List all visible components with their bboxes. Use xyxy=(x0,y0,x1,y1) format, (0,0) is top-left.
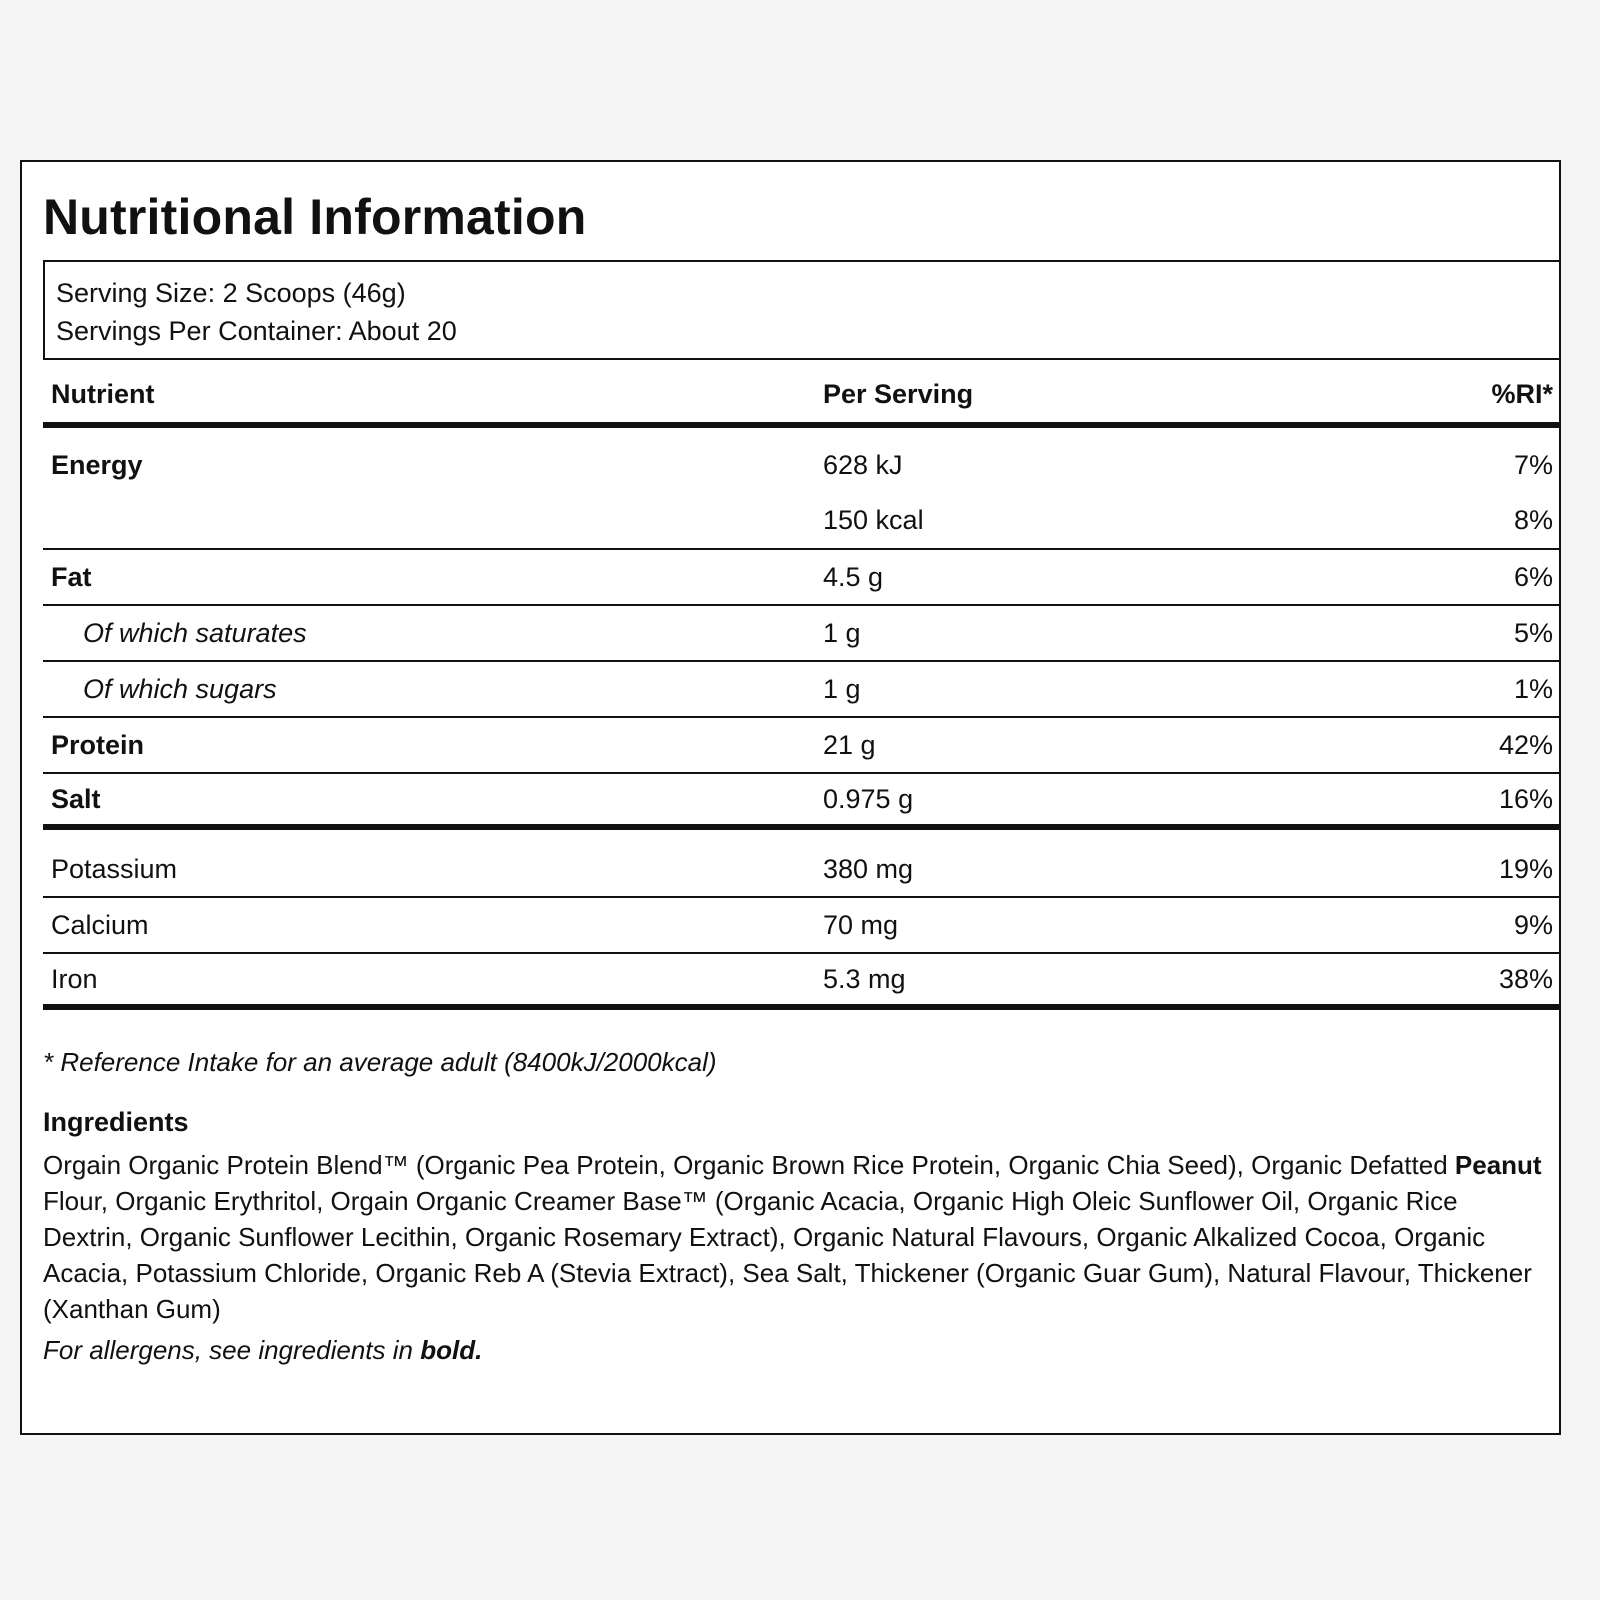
servings-per-container: Servings Per Container: About 20 xyxy=(56,316,457,346)
nutrient-name: Of which sugars xyxy=(83,673,277,704)
nutrient-name: Calcium xyxy=(51,909,149,940)
nutrient-value: 1 g xyxy=(823,673,861,704)
energy-kcal-value: 150 kcal xyxy=(823,505,924,535)
ingredients-heading: Ingredients xyxy=(43,1107,189,1137)
nutrient-value: 0.975 g xyxy=(823,783,914,814)
serving-size: Serving Size: 2 Scoops (46g) xyxy=(56,278,406,308)
nutrition-table xyxy=(43,372,1561,1010)
table-row-fat xyxy=(43,550,1561,606)
reference-intake-note: * Reference Intake for an average adult (8400kJ/2000kcal) xyxy=(43,1047,717,1077)
nutrient-name: Fat xyxy=(51,561,92,592)
nutrient-name: Protein xyxy=(51,729,145,760)
header-nutrient: Nutrient xyxy=(51,379,155,409)
nutrient-name: Energy xyxy=(51,450,143,480)
nutrient-value: 1 g xyxy=(823,617,861,648)
nutrient-ri: 9% xyxy=(1513,909,1553,940)
allergen-note-text: For allergens, see ingredients in xyxy=(43,1335,421,1365)
nutrient-name: Of which saturates xyxy=(83,617,307,648)
header-per-serving: Per Serving xyxy=(823,379,974,409)
header-ri: %RI* xyxy=(1491,379,1553,409)
table-row-salt xyxy=(43,774,1561,830)
ingredients-text-before: Orgain Organic Protein Blend™ (Organic Pea Protein, Organic Brown Rice Protein, Organic Chia Seed), Organic Defatted xyxy=(43,1150,1455,1180)
nutrient-value: 70 mg xyxy=(823,909,899,940)
nutrient-ri: 38% xyxy=(1498,963,1553,994)
nutrient-ri: 5% xyxy=(1513,617,1553,648)
table-row-iron xyxy=(43,954,1561,1010)
page-title: Nutritional Information xyxy=(43,189,587,245)
nutrient-name: Iron xyxy=(51,963,98,994)
energy-kcal-ri: 8% xyxy=(1513,505,1553,535)
allergen-note-bold: bold. xyxy=(420,1335,483,1365)
nutrient-ri: 16% xyxy=(1498,783,1553,814)
table-row-saturates xyxy=(43,606,1561,662)
nutrient-value: 21 g xyxy=(823,729,876,760)
nutrition-panel xyxy=(20,160,1561,1435)
nutrient-ri: 1% xyxy=(1513,673,1553,704)
table-row-protein xyxy=(43,718,1561,774)
nutrient-value: 5.3 mg xyxy=(823,963,906,994)
table-row-energy xyxy=(43,428,1561,550)
nutrient-ri: 19% xyxy=(1498,853,1553,884)
allergen-word: Peanut xyxy=(1454,1150,1542,1180)
allergen-note xyxy=(43,1335,482,1366)
ingredients-text xyxy=(43,1147,1553,1327)
nutrient-name: Salt xyxy=(51,783,101,814)
nutrient-name: Potassium xyxy=(51,853,178,884)
table-row-calcium xyxy=(43,898,1561,954)
table-row-sugars xyxy=(43,662,1561,718)
energy-kj-value: 628 kJ xyxy=(823,450,903,480)
ingredients-text-after: Flour, Organic Erythritol, Orgain Organic Creamer Base™ (Organic Acacia, Organic High Oleic Sunflower Oil, Organic Rice Dextrin, Organic Sunflower Lecithin, Organic Rosemary Extract), Organic Natural Flavours, Organic Alkalized Cocoa, Organic Acacia, Potassium Chloride, Organic Reb A (Stevia Extract), Sea Salt, Thickener (Organic Guar Gum), Natural Flavour, Thickener (Xanthan Gum) xyxy=(43,1186,1532,1324)
table-header xyxy=(43,372,1561,428)
nutrient-value: 380 mg xyxy=(823,853,914,884)
nutrient-value: 4.5 g xyxy=(823,561,884,592)
serving-info-box xyxy=(43,260,1561,360)
nutrient-ri: 6% xyxy=(1513,561,1553,592)
energy-kj-ri: 7% xyxy=(1513,450,1553,480)
nutrient-ri: 42% xyxy=(1498,729,1553,760)
table-row-potassium xyxy=(43,830,1561,898)
